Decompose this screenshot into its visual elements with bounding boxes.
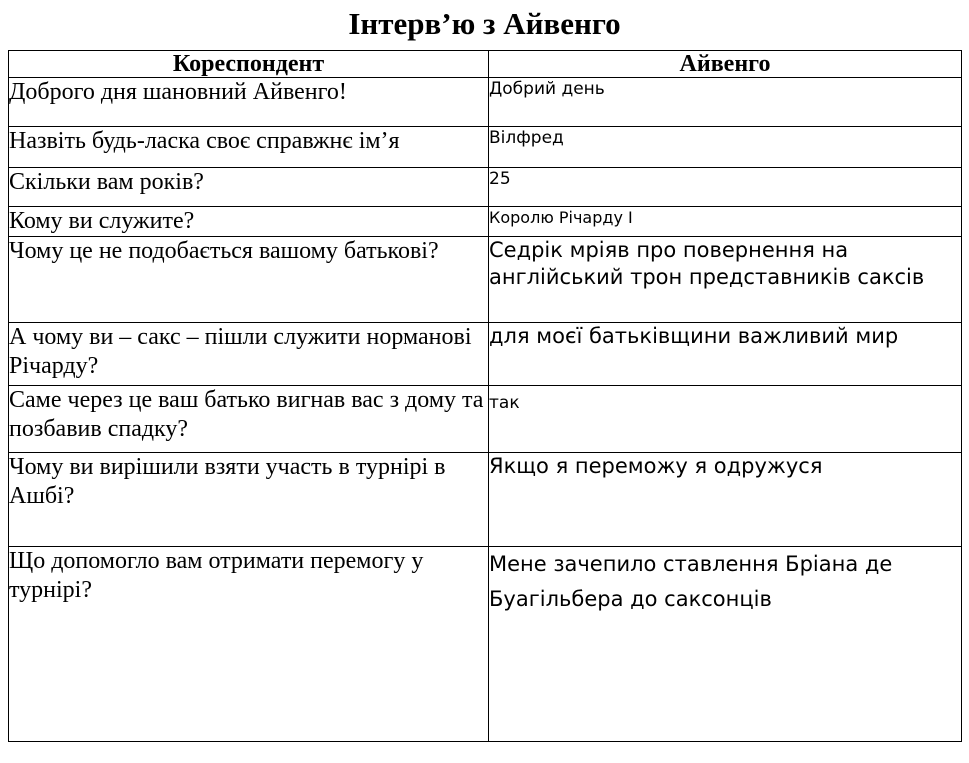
header-ivanhoe: Айвенго [489, 51, 962, 78]
question-cell: Чому це не подобається вашому батькові? [9, 237, 489, 323]
table-row [9, 547, 962, 742]
document-title: Інтерв’ю з Айвенго [348, 6, 621, 41]
answer-cell: Королю Річарду І [489, 207, 962, 237]
answer-cell: так [489, 386, 962, 453]
table-row [9, 237, 962, 323]
table-row [9, 207, 962, 237]
interview-table [8, 50, 962, 742]
table-row [9, 453, 962, 547]
answer-cell: 25 [489, 168, 962, 207]
answer-cell: Мене зачепило ставлення Бріана де Буагільбера до саксонців [489, 547, 962, 742]
answer-cell: Седрік мріяв про повернення на англійський трон представників саксів [489, 237, 962, 323]
question-cell: А чому ви – сакс – пішли служити норманові Річарду? [9, 323, 489, 386]
answer-cell: для моєї батьківщини важливий мир [489, 323, 962, 386]
header-correspondent: Кореспондент [9, 51, 489, 78]
table-header-row [9, 51, 962, 78]
question-cell: Назвіть будь-ласка своє справжнє ім’я [9, 127, 489, 168]
table-row [9, 127, 962, 168]
question-cell: Чому ви вирішили взяти участь в турнірі в Ашбі? [9, 453, 489, 547]
answer-cell: Вілфред [489, 127, 962, 168]
table-row [9, 78, 962, 127]
question-cell: Що допомогло вам отримати перемогу у турнірі? [9, 547, 489, 742]
table-row [9, 386, 962, 453]
question-cell: Саме через це ваш батько вигнав вас з дому та позбавив спадку? [9, 386, 489, 453]
question-cell: Доброго дня шановний Айвенго! [9, 78, 489, 127]
question-cell: Кому ви служите? [9, 207, 489, 237]
table-row [9, 168, 962, 207]
answer-cell: Добрий день [489, 78, 962, 127]
question-cell: Скільки вам років? [9, 168, 489, 207]
table-row [9, 323, 962, 386]
answer-cell: Якщо я переможу я одружуся [489, 453, 962, 547]
